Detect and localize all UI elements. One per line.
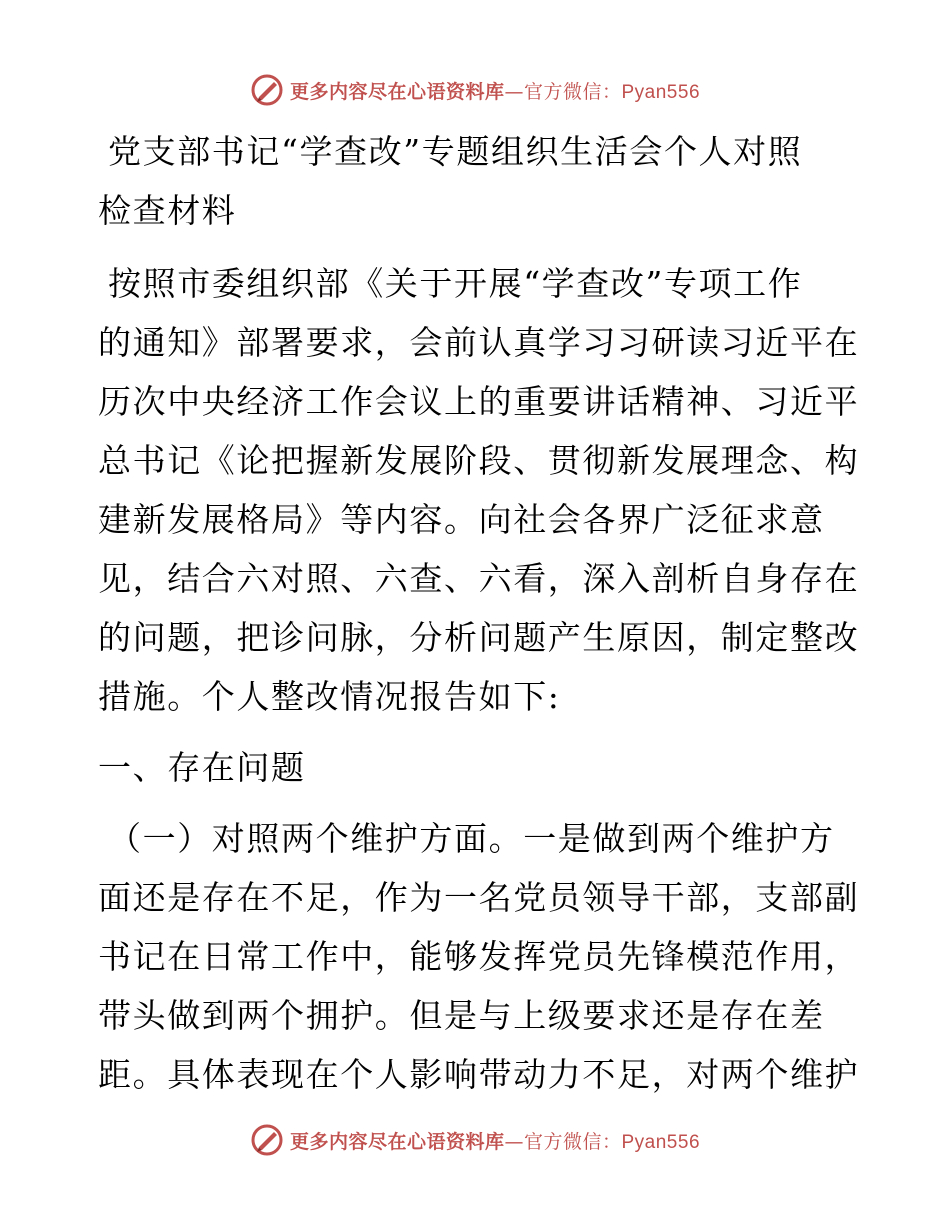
section-heading: 一、存在问题: [98, 748, 306, 787]
document-title-line-1: 党支部书记“学查改”专题组织生活会个人对照: [108, 132, 803, 171]
intro-line: 的通知》部署要求，会前认真学习习研读习近平在: [98, 323, 860, 362]
subsection-line: 书记在日常工作中，能够发挥党员先锋模范作用，: [98, 937, 860, 976]
intro-line: 历次中央经济工作会议上的重要讲话精神、习近平: [98, 382, 860, 421]
subsection-line: 面还是存在不足，作为一名党员领导干部，支部副: [98, 878, 860, 917]
footer-watermark-banner: [0, 1120, 950, 1160]
intro-line: 见，结合六对照、六查、六看，深入剖析自身存在: [98, 559, 860, 598]
intro-line: 建新发展格局》等内容。向社会各界广泛征求意: [98, 500, 825, 539]
document-title-line-2: 检查材料: [98, 191, 237, 230]
banner-wechat-id: Pyan556: [621, 1131, 701, 1153]
banner-wechat-id: Pyan556: [621, 81, 701, 103]
document-body: [98, 122, 858, 1104]
banner-separator: —: [504, 80, 524, 103]
intro-line: 按照市委组织部《关于开展“学查改”专项工作: [108, 264, 803, 303]
pen-seal-icon: [250, 1123, 284, 1157]
intro-line: 的问题，把诊问脉，分析问题产生原因，制定整改: [98, 618, 860, 657]
banner-site-text: 更多内容尽在心语资料库: [289, 80, 505, 103]
header-watermark-banner: [0, 70, 950, 110]
banner-separator: —: [504, 1130, 524, 1153]
banner-wechat-label: 官方微信：: [523, 80, 622, 103]
banner-site-text: 更多内容尽在心语资料库: [289, 1130, 505, 1153]
subsection-line: （一）对照两个维护方面。一是做到两个维护方: [108, 819, 835, 858]
banner-wechat-label: 官方微信：: [523, 1130, 622, 1153]
subsection-line: 带头做到两个拥护。但是与上级要求还是存在差: [98, 996, 825, 1035]
pen-seal-icon: [250, 73, 284, 107]
subsection-line: 距。具体表现在个人影响带动力不足，对两个维护: [98, 1055, 860, 1094]
intro-line: 总书记《论把握新发展阶段、贯彻新发展理念、构: [98, 441, 860, 480]
intro-line: 措施。个人整改情况报告如下:: [98, 677, 561, 716]
